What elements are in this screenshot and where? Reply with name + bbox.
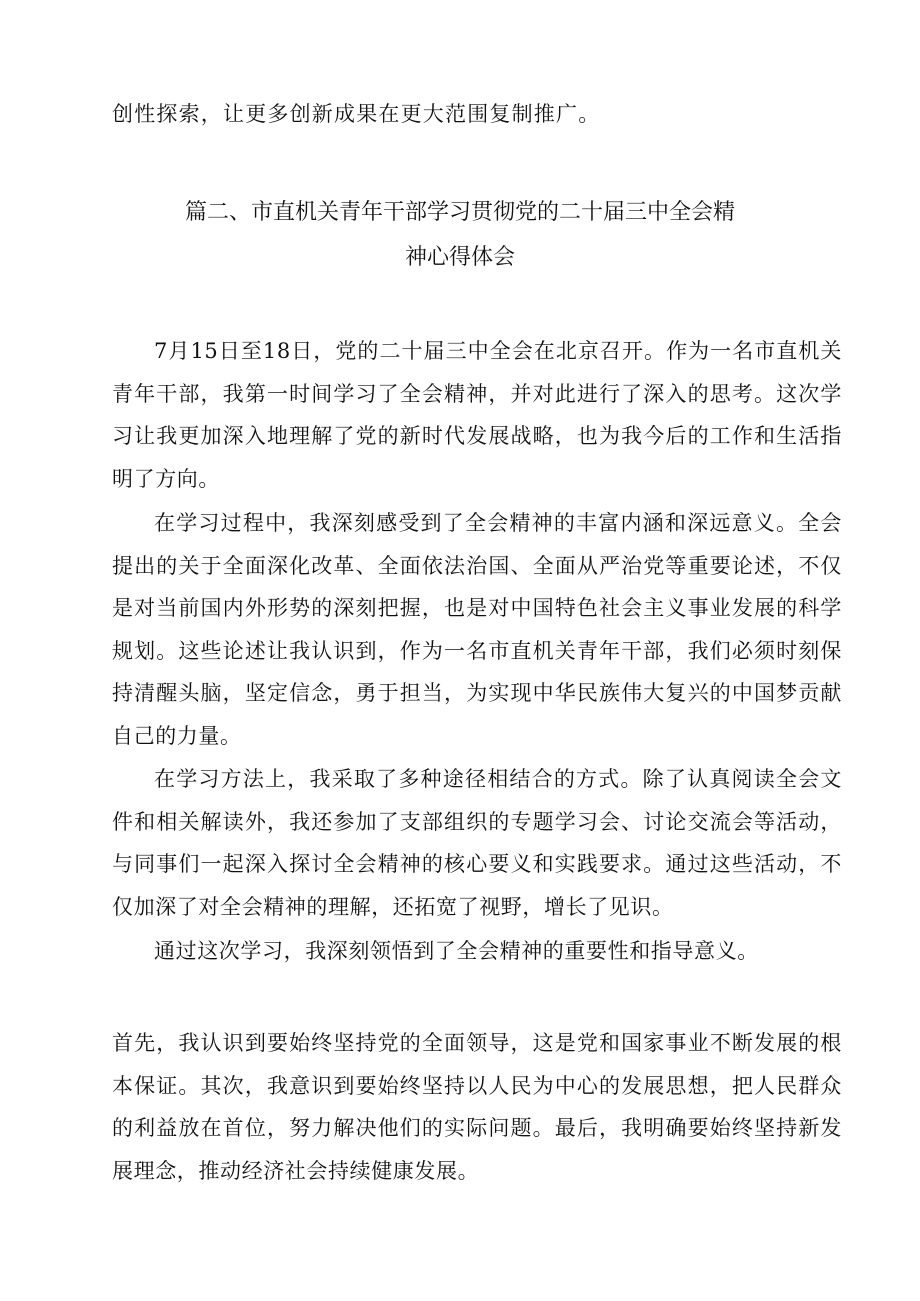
paragraph-1: 7月15日至18日，党的二十届三中全会在北京召开。作为一名市直机关青年干部，我第一时间学习了全会精神，并对此进行了深入的思考。这次学习让我更加深入地理解了党的新时代发展战略，也为我今后的工作和生活指明了方向。: [112, 339, 842, 491]
section-title-line-1: 篇二、市直机关青年干部学习贯彻党的二十届三中全会精: [184, 200, 735, 225]
paragraph-4: 通过这次学习，我深刻领悟到了全会精神的重要性和指导意义。: [154, 939, 759, 963]
section-title-line-2: 神心得体会: [404, 245, 515, 270]
carryover-text: 创性探索，让更多创新成果在更大范围复制推广。: [112, 102, 601, 126]
paragraph-5: 首先，我认识到要始终坚持党的全面领导，这是党和国家事业不断发展的根本保证。其次，我意识到要始终坚持以人民为中心的发展思想，把人民群众的利益放在首位，努力解决他们的实际问题。最后，我明确要始终坚持新发展理念，推动经济社会持续健康发展。: [112, 1031, 842, 1183]
paragraph-3: 在学习方法上，我采取了多种途径相结合的方式。除了认真阅读全会文件和相关解读外，我还参加了支部组织的专题学习会、讨论交流会等活动，与同事们一起深入探讨全会精神的核心要义和实践要求。通过这些活动，不仅加深了对全会精神的理解，还拓宽了视野，增长了见识。: [112, 767, 842, 919]
paragraph-2: 在学习过程中，我深刻感受到了全会精神的丰富内涵和深远意义。全会提出的关于全面深化改革、全面依法治国、全面从严治党等重要论述，不仅是对当前国内外形势的深刻把握，也是对中国特色社会主义事业发展的科学规划。这些论述让我认识到，作为一名市直机关青年干部，我们必须时刻保持清醒头脑，坚定信念，勇于担当，为实现中华民族伟大复兴的中国梦贡献自己的力量。: [112, 511, 842, 748]
